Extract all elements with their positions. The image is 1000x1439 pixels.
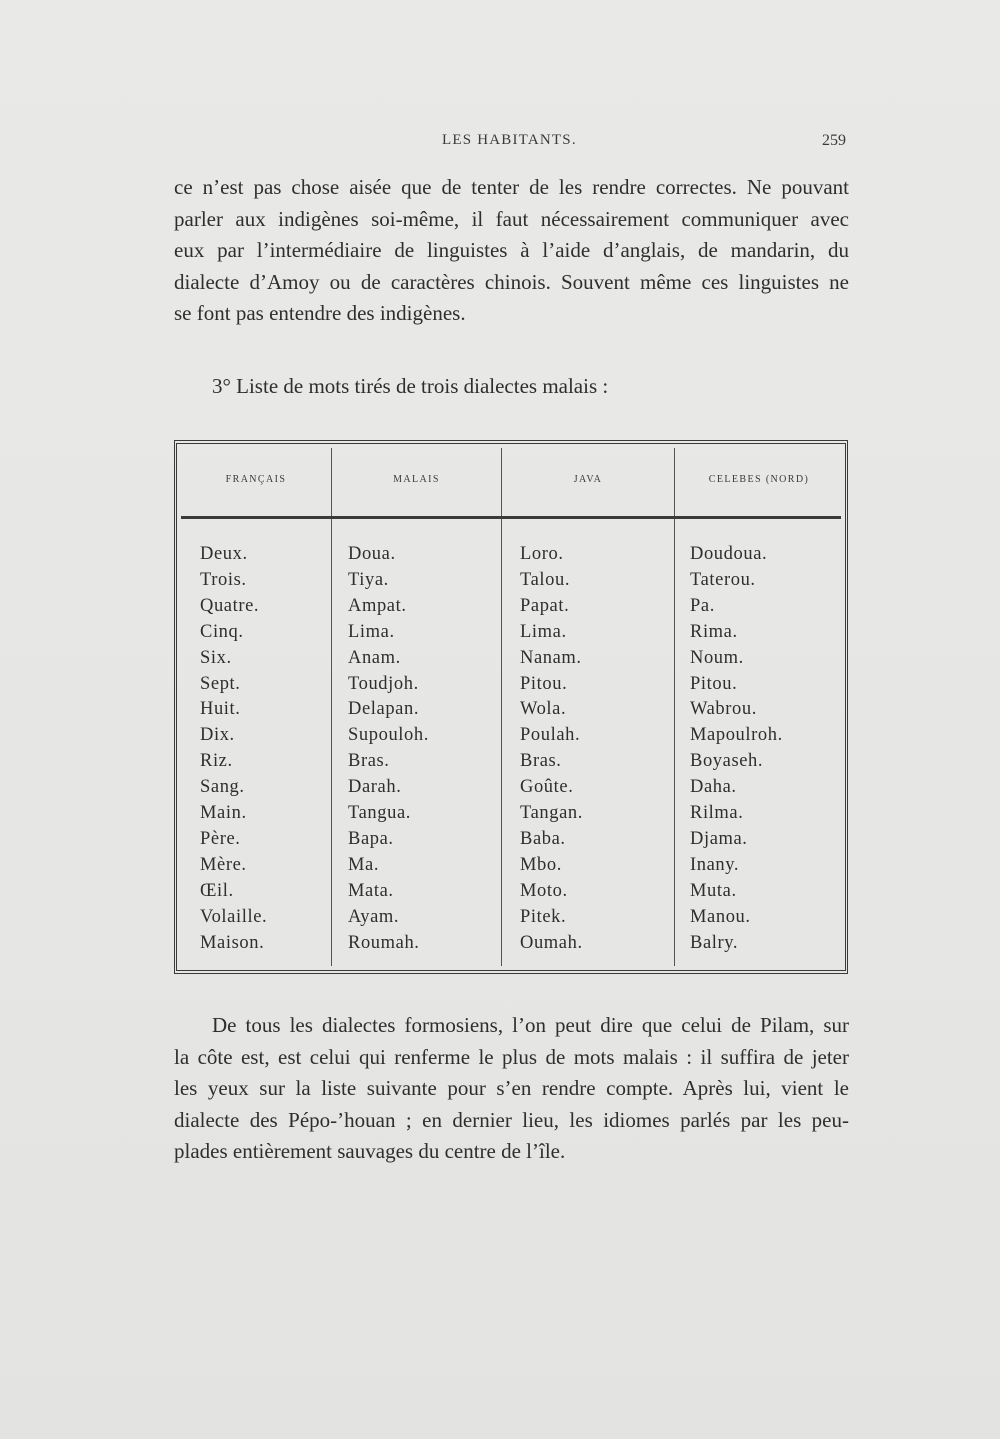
column-header-malais: MALAIS [393,474,440,485]
table-cell: Main. [200,803,247,824]
column-francais [200,542,267,957]
paragraph-line: la côte est, est celui qui renferme le plus de mots malais : il suffira de jeter [174,1044,849,1069]
table-cell: Huit. [200,699,241,720]
table-cell: Ma. [348,854,380,875]
word-list-table [174,440,848,974]
paragraph-line: dialecte d’Amoy ou de caractères chinois. Souvent même ces linguistes ne [174,269,849,294]
column-celebes [690,542,783,957]
table-cell: Goûte. [520,777,574,798]
table-cell: Tangua. [348,803,412,824]
table-cell: Taterou. [690,569,756,590]
column-divider [331,448,332,966]
table-cell: Pitek. [520,906,567,927]
list-heading: 3° Liste de mots tirés de trois dialectes malais : [212,374,609,398]
table-cell: Riz. [200,751,233,772]
table-cell: Bras. [348,751,390,772]
table-cell: Moto. [520,880,568,901]
table-cell: Pitou. [520,673,568,694]
paragraph-intro [174,172,849,330]
table-cell: Doua. [348,544,396,564]
table-cell: Inany. [690,854,740,875]
running-head [0,132,1000,158]
table-cell: Supouloh. [348,725,429,746]
table-cell: Rima. [690,621,738,642]
table-cell: Dix. [200,725,235,746]
table-cell: Oumah. [520,932,583,953]
column-header-francais: FRANÇAIS [225,474,287,485]
table-cell: Mère. [200,854,247,875]
table-cell: Daha. [690,777,737,798]
table-cell: Ampat. [348,595,407,616]
table-cell: Darah. [348,777,402,798]
table-cell: Nanam. [520,647,582,668]
table-cell: Trois. [200,569,247,590]
table-cell: Mata. [348,880,394,901]
table-cell: Wola. [520,699,567,720]
table-cell: Pa. [690,595,715,616]
table-cell: Six. [200,647,232,668]
table-cell: Manou. [690,906,751,927]
paragraph-pilam [174,1010,849,1168]
table-cell: Noum. [690,647,744,668]
table-cell: Lima. [520,621,567,642]
paragraph-line: parler aux indigènes soi-même, il faut nécessairement communiquer avec [174,206,849,231]
paragraph-line: dialecte des Pépo-’houan ; en dernier lieu, les idiomes parlés par les peu- [174,1107,849,1132]
table-cell: Muta. [690,880,737,901]
table-cell: Roumah. [348,932,420,953]
table-cell: Œil. [200,880,234,901]
page-number: 259 [822,132,846,149]
table-cell: Balry. [690,932,739,953]
table-cell: Deux. [200,544,248,564]
table-cell: Bapa. [348,828,394,849]
table-cell: Poulah. [520,725,581,746]
table-cell: Boyaseh. [690,751,764,772]
paragraph-line: ce n’est pas chose aisée que de tenter de les rendre correctes. Ne pouvant [174,175,849,199]
table-cell: Volaille. [200,906,268,927]
table-cell: Talou. [520,569,571,590]
paragraph-line: plades entièrement sauvages du centre de l’île. [174,1139,566,1163]
table-cell: Bras. [520,751,562,772]
table-cell: Toudjoh. [348,673,419,694]
running-title: LES HABITANTS. [442,132,577,148]
table-cell: Rilma. [690,803,744,824]
paragraph-line: De tous les dialectes formosiens, l’on peut dire que celui de Pilam, sur [212,1013,849,1037]
paragraph-line: se font pas entendre des indigènes. [174,301,466,325]
table-cell: Lima. [348,621,395,642]
table-cell: Cinq. [200,621,244,642]
table-cell: Wabrou. [690,699,757,720]
column-divider [674,448,675,966]
table-cell: Pitou. [690,673,738,694]
column-divider [501,448,502,966]
paragraph-line: les yeux sur la liste suivante pour s’en rendre compte. Après lui, vient le [174,1076,849,1100]
column-malais [348,542,429,957]
table-cell: Ayam. [348,906,400,927]
table-cell: Doudoua. [690,544,768,564]
table-cell: Maison. [200,932,265,953]
table-cell: Papat. [520,595,570,616]
table-cell: Anam. [348,647,401,668]
table-cell: Tangan. [520,803,584,824]
column-java [520,542,583,957]
header-rule [181,516,841,519]
table-cell: Djama. [690,828,748,849]
column-header-celebes: CELEBES (NORD) [708,474,810,485]
table-cell: Delapan. [348,699,420,720]
table-cell: Tiya. [348,569,389,590]
paragraph-line: eux par l’intermédiaire de linguistes à l’aide d’anglais, de mandarin, du [174,238,849,262]
table-cell: Sept. [200,673,241,694]
column-header-java: JAVA [573,474,603,485]
table-cell: Mbo. [520,854,562,875]
table-cell: Sang. [200,777,245,798]
table-cell: Quatre. [200,595,260,616]
table-cell: Mapoulroh. [690,725,783,746]
table-cell: Baba. [520,828,566,849]
table-cell: Père. [200,828,241,849]
table-cell: Loro. [520,544,564,564]
